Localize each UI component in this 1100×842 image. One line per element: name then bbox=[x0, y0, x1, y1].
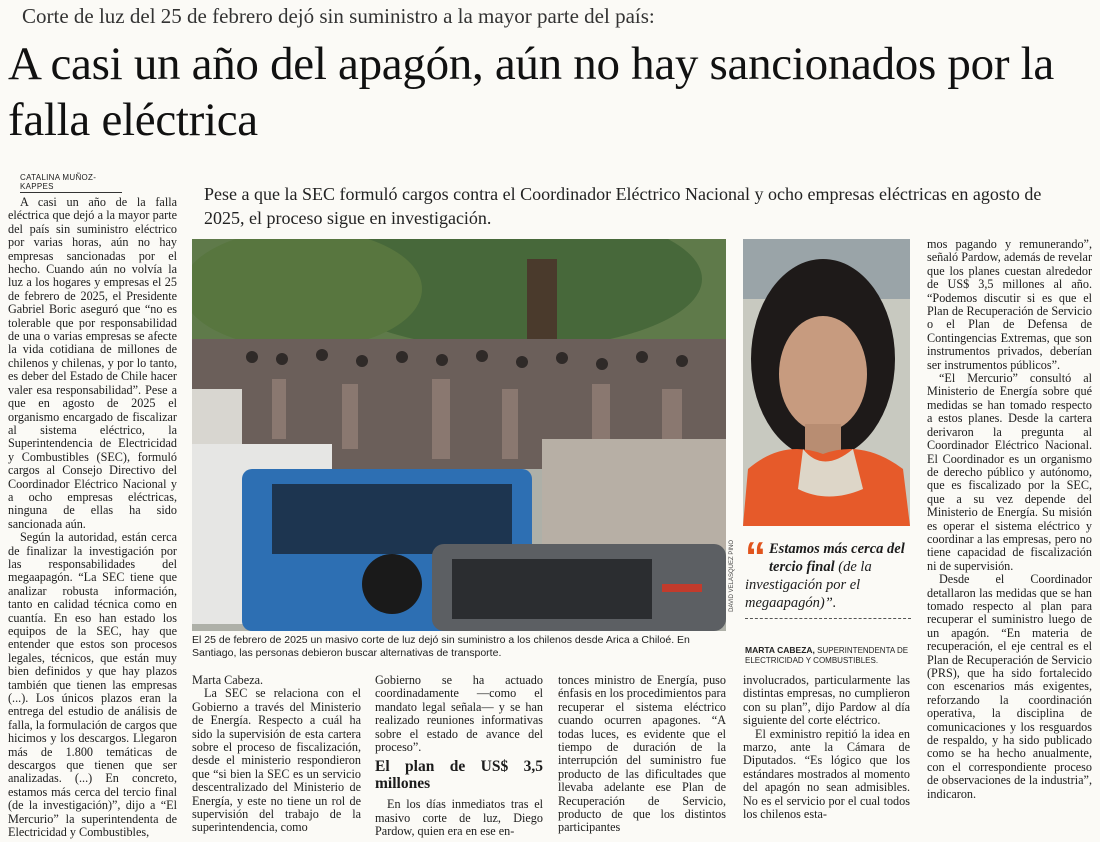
quote-attribution bbox=[745, 645, 915, 666]
column-6 bbox=[927, 238, 1092, 842]
portrait-photo bbox=[743, 239, 910, 526]
paragraph: “El Mercurio” consultó al Ministerio de Energía sobre qué medidas se han tomado respecto a estos planes. Desde la cartera derivaron la pregunta al Coordinador Eléctrico Nacional. El Coordinador es un organismo de derecho público y autónomo, que es fiscalizado por la SEC, que a su vez depende del Ministerio de Energía. Su misión es operar el sistema eléctrico y coordinar a las empresas, pero no tiene capacidad de fiscalización ni de supervisión. bbox=[927, 371, 1092, 573]
paragraph: A casi un año de la falla eléctrica que dejó a la mayor parte del país sin suministro eléctrico por varias horas, aún no hay empresas sancionadas por el hecho. Cuando aún no volvía la luz a los hogares y empresas el 25 de febrero de 2025, el Presidente Gabriel Boric aseguró que “no es tolerable que por responsabilidad de una o varias empresas se afecte la vida cotidiana de millones de chilenos y chilenas, y por lo tanto, es deber del Estado de Chile hacer valer esa responsabilidad”. Pese a que en agosto de 2025 el organismo encargado de fiscalizar al sistema eléctrico, la Superintendencia de Electricidad y Combustibles (SEC), formuló cargos al Consejo Directivo del Coordinador Eléctrico Nacional y a ocho empresas eléctricas, ninguna de ellas ha sido sancionada aún. bbox=[8, 196, 177, 531]
quote-mark-icon: “ bbox=[745, 533, 766, 580]
crowd-photo bbox=[192, 239, 726, 631]
quote-bold: Estamos más cerca del tercio final bbox=[769, 541, 905, 575]
paragraph: El exministro repitió la idea en marzo, ante la Cámara de Diputados. “Es lógico que los estándares mostrados al momento del apagón no sean admisibles. No es el servicio por el cual todos los chilenos esta- bbox=[743, 726, 910, 822]
lede: Pese a que la SEC formuló cargos contra el Coordinador Eléctrico Nacional y ocho empresas eléctricas en agosto de 2025, el proceso sigue en investigación. bbox=[204, 184, 1042, 228]
paragraph: En los días inmediatos tras el masivo corte de luz, Diego Pardow, quien era en ese en- bbox=[375, 797, 543, 839]
quote-role: SUPERINTENDENTA DE ELECTRICIDAD Y COMBUSTIBLES. bbox=[745, 646, 909, 665]
quote-name: MARTA CABEZA, bbox=[745, 645, 815, 655]
column-4 bbox=[558, 674, 726, 842]
paragraph: Según la autoridad, están cerca de finalizar la investigación por las responsabilidades del megaapagón. “La SEC tiene que analizar robusta información, tanto en calidad técnica como en cuantía. En eso han estado los equipos de la SEC, hay que entender que estos son procesos legales, técnicos, que están muy bien definidos y que hay plazos también que tienen las empresas (...). Los únicos plazos eran la entrega del estudio de análisis de falla, la formulación de cargos que hicimos y los descargos. Llegaron más de 1.800 temáticas de descargos que tienen que ser analizadas. (...) En concreto, estamos más cerca del tercio final (de la investigación)”, dijo a “El Mercurio” la superintendenta de Electricidad y Combustibles, bbox=[8, 530, 177, 840]
byline: CATALINA MUÑOZ-KAPPES bbox=[20, 173, 122, 193]
paragraph: involucrados, particularmente las distintas empresas, no cumplieron con su plan”, dijo Pardow al día siguiente del corte eléctrico. bbox=[743, 674, 910, 728]
photo-credit: DAVID VELÁSQUEZ PINO bbox=[729, 540, 735, 612]
subhead: El plan de US$ 3,5 millones bbox=[375, 758, 543, 793]
quote-rest: (de la investigación por el megaapagón)”. bbox=[745, 559, 872, 611]
column-1 bbox=[8, 196, 177, 842]
photo-caption: El 25 de febrero de 2025 un masivo corte de luz dejó sin suministro a los chilenos desde Arica a Chiloé. En Santiago, las personas debieron buscar alternativas de transporte. bbox=[192, 634, 690, 659]
headline: A casi un año del apagón, aún no hay sancionados por la falla eléctrica bbox=[8, 38, 1054, 146]
paragraph: Gobierno se ha actuado coordinadamente —como el mandato legal señala— y se han realizado reuniones informativas sobre el estado de avance del proceso”. bbox=[375, 674, 543, 755]
paragraph: Marta Cabeza. bbox=[192, 674, 264, 687]
paragraph: tonces ministro de Energía, puso énfasis en los procedimientos para recuperar el sistema eléctrico cuando ocurren apagones. “A todas luces, es evidente que el tiempo de duración de la interrupción del suministro fue producto de las dificultades que llevaba adelante ese Plan de Recuperación de Servicio, producto de que los distintos participantes bbox=[558, 674, 726, 835]
kicker: Corte de luz del 25 de febrero dejó sin suministro a la mayor parte del país: bbox=[22, 4, 655, 28]
column-3 bbox=[375, 674, 543, 842]
paragraph: Desde el Coordinador detallaron las medidas que se han tomado respecto al plan para recuperar el suministro luego de un apagón. “En materia de recuperación, el eje central es el Plan de Recuperación de Servicio (PRS), que ha sido fortalecido con escenarios más exigentes, reforzando la coordinación operativa, la disciplina de comunicaciones y los resguardos de respaldo, y ha sido publicado como se ha hecho anualmente, con el correspondiente proceso de observaciones de la industria”, indicaron. bbox=[927, 572, 1092, 801]
column-5 bbox=[743, 674, 910, 842]
pull-quote bbox=[745, 533, 911, 619]
paragraph: La SEC se relaciona con el Gobierno a través del Ministerio de Energía. Respecto a cuál ha sido la supervisión de esta cartera sobre el proceso de fiscalización, desde el ministerio respondieron que “si bien la SEC es un servicio descentralizado del Ministerio de Energía, y este no tiene un rol de supervisión del trabajo de la superintendencia, como bbox=[192, 686, 361, 835]
column-2 bbox=[192, 674, 361, 842]
paragraph: mos pagando y remunerando”, señaló Pardow, además de revelar que los planes cuestan alrededor de US$ 3,5 millones al año. “Podemos discutir si es que el Plan de Recuperación de Servicio o el Plan de Defensa de Contingencias Extremas, que son instrumentos privados, deberían ser instrumentos públicos”. bbox=[927, 238, 1092, 372]
